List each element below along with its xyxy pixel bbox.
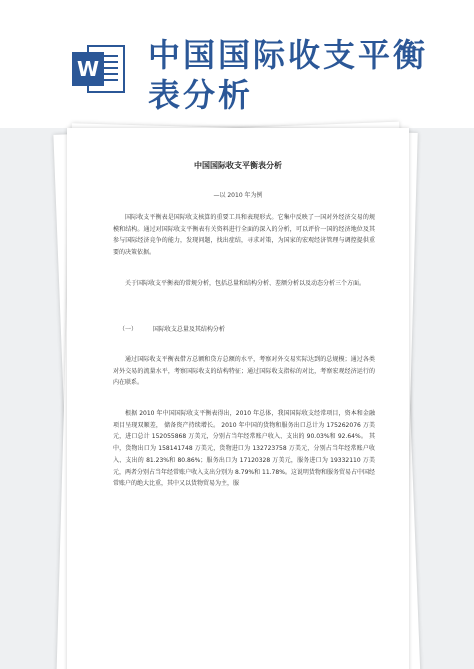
document-page [67,128,409,669]
paragraph: 关于国际收支平衡表的常规分析，包括总量和结构分析、差额分析以及动态分析三个方面。 [125,280,366,287]
banner-title-continued: 表分析 [148,76,254,114]
section-heading [119,324,225,333]
header-banner [0,0,474,128]
section-title: 国际收支总量及其结构分析 [152,326,225,333]
paragraph: 国际收支平衡表是国际收支核算的重要工具和表现形式。它集中反映了一国对外经济交易的规模和结构。通过对国际收支平衡表有关资料进行全面的深入的分析，可以评价一国的经济地位及其参与国际经济竞争的能力，发现问题，找出症结，寻求对策，为国家的宏观经济管理与调控提供重要的决策依据。 [113,214,375,256]
paragraph: 通过国际收支平衡表借方总额和贷方总额的水平，考察对外交易实际达到的总规模；通过各类对外交易的流量水平，考察国际收支的结构特征；通过国际收支指标的对比，考察宏观经济运行的内在联系。 [113,356,375,386]
document-title: 中国国际收支平衡表分析 [194,161,282,170]
banner-title: 中国国际收支平衡 [148,36,429,74]
paragraph: 根据 2010 年中国国际收支平衡表得出，2010 年总体，我国国际收支经常项目，资本和金融项目呈现双顺差， 储备资产持续增长。 2010 年中国的货物和服务出口总计为 175262076 万美元，进口总计 152055868 万美元，分别占当年经常账户收入、支出的 90.03%和 92.64%。 其中，货物出口为 158141748 万美元，货物进口为 132723758 万美元，分别占当年经常账户收入、支出的 81.23%和 80.86%；服务出口为 17120328 万美元，服务进口为 19332110 万美元，两者分别占当年经常账户收入支出分别为 8.79%和 11.78%。这说明货物和服务贸易占中国经常账户的绝大比重，其中又以货物贸易为主，服 [113,410,375,488]
svg-text:W: W [76,57,100,81]
document-subtitle: —以 2010 年为例 [213,192,263,199]
word-document-icon [70,40,128,98]
section-number: （一） [119,326,138,333]
